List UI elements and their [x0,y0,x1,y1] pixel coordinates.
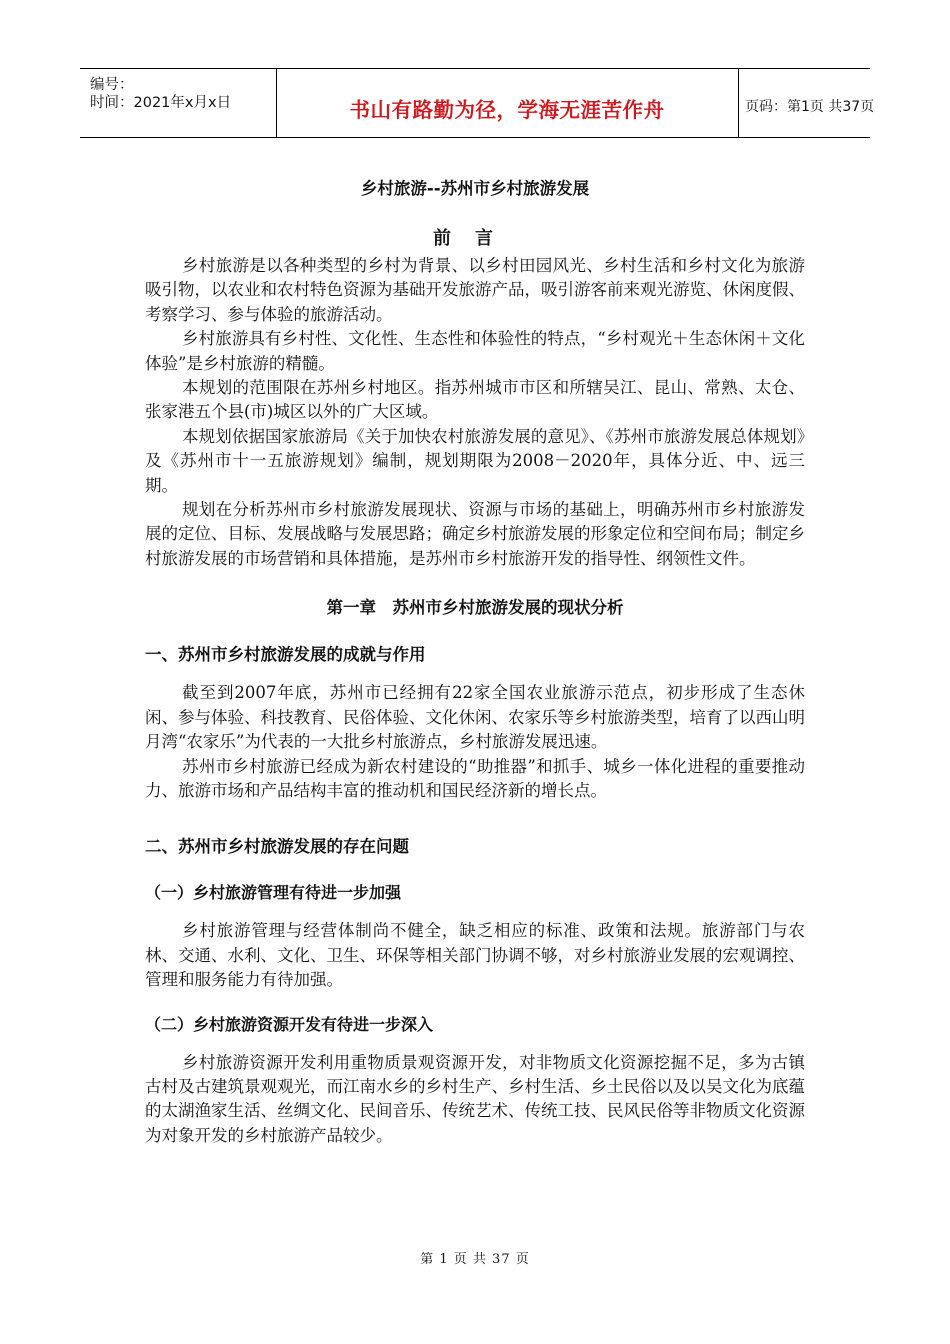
foreword-paragraph: 本规划的范围限在苏州乡村地区。指苏州城市市区和所辖吴江、昆山、常熟、太仓、张家港五个县(市)城区以外的广大区域。 [145,378,805,422]
subsection-paragraph: 乡村旅游管理与经营体制尚不健全，缺乏相应的标准、政策和法规。旅游部门与农林、交通、水利、文化、卫生、环保等相关部门协调不够，对乡村旅游业发展的宏观调控、管理和服务能力有待加强。 [145,921,805,990]
foreword-paragraph: 规划在分析苏州市乡村旅游发展现状、资源与市场的基础上，明确苏州市乡村旅游发展的定位、目标、发展战略与发展思路；确定乡村旅游发展的形象定位和空间布局；制定乡村旅游发展的市场营销和具体措施，是苏州市乡村旅游开发的指导性、纲领性文件。 [145,500,805,568]
document-date-label: 时间：2021年x月x日 [90,95,232,111]
header-motto-cell [276,69,739,137]
foreword-heading: 前言 [433,228,517,249]
page-footer: 第 1 页 共 37 页 [420,1252,530,1267]
section-paragraph: 苏州市乡村旅游已经成为新农村建设的“助推器”和抓手、城乡一体化进程的重要推动力、旅游市场和产品结构丰富的推动机和国民经济新的增长点。 [145,756,805,800]
header-motto: 书山有路勤为径，学海无涯苦作舟 [349,98,665,122]
section-heading: 一、苏州市乡村旅游发展的成就与作用 [145,645,426,665]
foreword-paragraph: 本规划依据国家旅游局《关于加快农村旅游发展的意见》、《苏州市旅游发展总体规划》及《苏州市十一五旅游规划》编制，规划期限为2008－2020年，具体分近、中、远三期。 [145,426,805,495]
document-title: 乡村旅游--苏州市乡村旅游发展 [360,179,590,198]
header-page-info: 页码：第1页 共37页 [745,99,875,115]
chapter-heading: 第一章 苏州市乡村旅游发展的现状分析 [326,598,624,618]
header-meta-cell [80,69,277,137]
subsection-paragraph: 乡村旅游资源开发利用重物质景观资源开发，对非物质文化资源挖掘不足，多为古镇古村及古建筑景观观光，而江南水乡的乡村生产、乡村生活、乡土民俗以及以吴文化为底蕴的太湖渔家生活、丝绸文化、民间音乐、传统艺术、传统工技、民风民俗等非物质文化资源为对象开发的乡村旅游产品较少。 [145,1052,805,1145]
document-body [145,176,805,1148]
header-page-cell [738,69,875,137]
section-heading: 二、苏州市乡村旅游发展的存在问题 [145,837,409,857]
foreword-paragraph: 乡村旅游是以各种类型的乡村为背景、以乡村田园风光、乡村生活和乡村文化为旅游吸引物，以农业和农村特色资源为基础开发旅游产品，吸引游客前来观光游览、休闲度假、考察学习、参与体验的旅游活动。 [145,256,805,324]
subsection-heading: （二）乡村旅游资源开发有待进一步深入 [145,1014,434,1034]
document-number-label: 编号： [90,77,134,93]
foreword-paragraph: 乡村旅游具有乡村性、文化性、生态性和体验性的特点，“乡村观光＋生态休闲＋文化体验”是乡村旅游的精髓。 [145,329,805,373]
subsection-heading: （一）乡村旅游管理有待进一步加强 [145,883,402,903]
page-header [80,68,875,138]
section-paragraph: 截至到2007年底，苏州市已经拥有22家全国农业旅游示范点，初步形成了生态休闲、参与体验、科技教育、民俗体验、文化休闲、农家乐等乡村旅游类型，培育了以西山明月湾“农家乐”为代表的一大批乡村旅游点，乡村旅游发展迅速。 [145,683,805,752]
